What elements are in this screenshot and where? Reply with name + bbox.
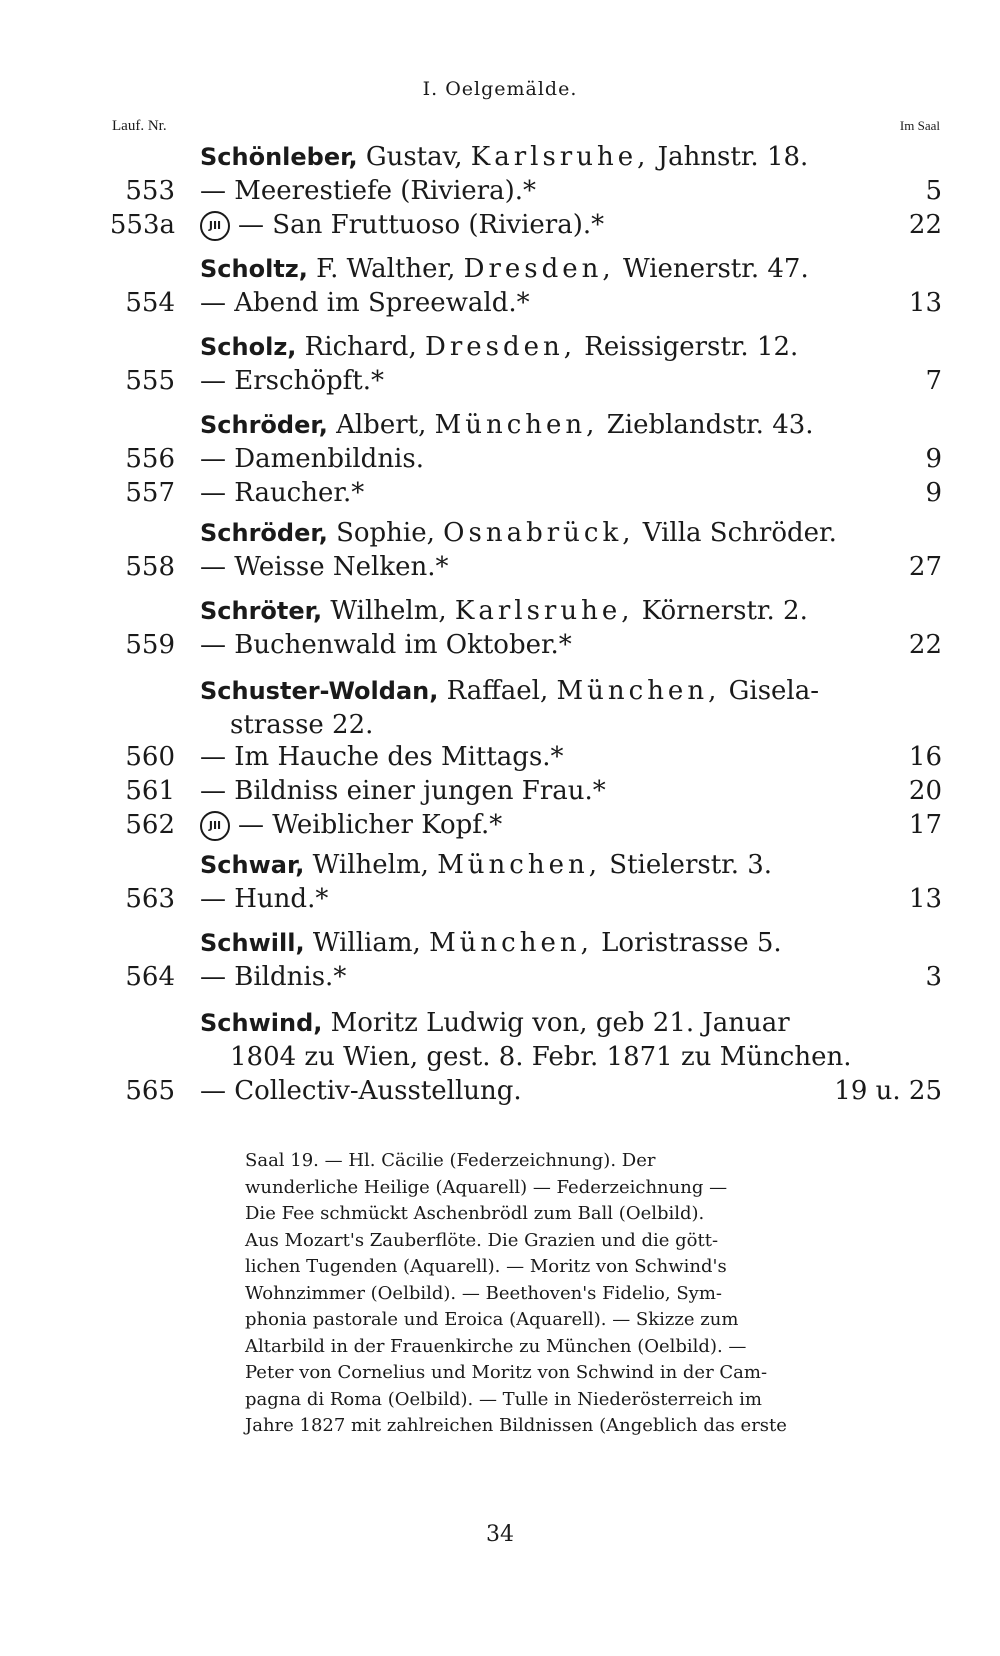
work-row: 554 — Abend im Spreewald.* 13	[125, 288, 942, 318]
collection-note: Saal 19. — Hl. Cäcilie (Federzeichnung). Der wunderliche Heilige (Aquarell) — Federzeichnung — Die Fee schmückt Aschenbrödl zum Ball (Oelbild). Aus Mozart's Zauberflöte. Die Grazien und die gött- lichen Tugenden (Aquarell). — Moritz von Schwind's Wohnzimmer (Oelbild). — Beethoven's Fidelio, Sym- phonia pastorale und Eroica (Aquarell). — Skizze zum Altarbild in der Frauenkirche zu München (Oelbild). — Peter von Cornelius und Moritz von Schwind in der Cam- pagna di Roma (Oelbild). — Tulle in Niederösterreich im Jahre 1827 mit zahlreichen Bildnissen (Angeblich das erste	[245, 1150, 787, 1436]
monogram-badge-icon: JII	[200, 811, 230, 841]
column-label-number: Lauf. Nr.	[112, 118, 167, 134]
catalog-page: I. Oelgemälde. Lauf. Nr. Im Saal Schönleber, Gustav, Karlsruhe, Jahnstr. 18. Scholtz, F. Walther, Dresden, Wienerstr. 47. Scholz, Richard, Dresden, Reissigerstr. 12. Schröder, Albert, München, Zieblandstr. 43. Schröder, Sophie, Osnabrück, Villa Schröder. Schröter, Wilhelm, Karlsruhe, Körnerstr. 2. Schuster-Woldan, Raffael, München, Gisela- strasse 22. Schwar, Wilhelm, München, Stielerstr. 3. Schwill, William, München, Loristrasse 5. Schwind, Moritz Ludwig von, geb 21. Januar 1804 zu Wien, gest. 8. Febr. 1871 zu München. 553 — Meerestiefe (Riviera).* 5 553a JII — San Fruttuoso (Riviera).* 22 554 — Abend im Spreewald.* 13 555 — Erschöpft.* 7 556 — Damenbildnis. 9 557 — Raucher.* 9 558 — Weisse Nelken.* 27 559 — Buchenwald im Oktober.* 22 560 — Im Hauche des Mittags.* 16 561 — Bildniss einer jungen Frau.* 20 562 JII — Weiblicher Kopf.* 17 563 — Hund.* 13 564 — Bildnis.* 3 565 — Collectiv-Ausstellung. 19 u. 25 Saal 19. — Hl. Cäcilie (Federzeichnung). Der wunderliche Heilige (Aquarell) — Federzeichnung — Die Fee schmückt Aschenbrödl zum Ball (Oelbild). Aus Mozart's Zauberflöte. Die Grazien und die gött- lichen Tugenden (Aquarell). — Moritz von Schwind's Wohnzimmer (Oelbild). — Beethoven's Fidelio, Sym- phonia pastorale und Eroica (Aquarell). — Skizze zum Altarbild in der Frauenkirche zu München (Oelbild). — Peter von Cornelius und Moritz von Schwind in der Cam- pagna di Roma (Oelbild). — Tulle in Niederösterreich im Jahre 1827 mit zahlreichen Bildnissen (Angeblich das erste 34	[0, 0, 1000, 1656]
work-row: 559 — Buchenwald im Oktober.* 22	[125, 630, 942, 660]
work-row: 560 — Im Hauche des Mittags.* 16	[125, 742, 942, 772]
column-label-hall: Im Saal	[899, 118, 940, 133]
work-row: 553a JII — San Fruttuoso (Riviera).* 22	[109, 210, 942, 240]
work-row: 558 — Weisse Nelken.* 27	[125, 552, 942, 582]
work-row: 555 — Erschöpft.* 7	[125, 366, 942, 396]
work-row: 556 — Damenbildnis. 9	[125, 444, 942, 474]
monogram-badge-icon: JII	[200, 211, 230, 241]
work-row: 561 — Bildniss einer jungen Frau.* 20	[125, 776, 942, 806]
running-head: I. Oelgemälde.	[422, 78, 578, 100]
work-row: 563 — Hund.* 13	[125, 884, 942, 914]
work-row: 553 — Meerestiefe (Riviera).* 5	[125, 176, 942, 206]
page-number: 34	[486, 1522, 514, 1547]
work-row: 564 — Bildnis.* 3	[125, 962, 942, 992]
work-row: 562 JII — Weiblicher Kopf.* 17	[125, 810, 942, 840]
work-row: 557 — Raucher.* 9	[125, 478, 942, 508]
work-row: 565 — Collectiv-Ausstellung. 19 u. 25	[125, 1076, 942, 1106]
